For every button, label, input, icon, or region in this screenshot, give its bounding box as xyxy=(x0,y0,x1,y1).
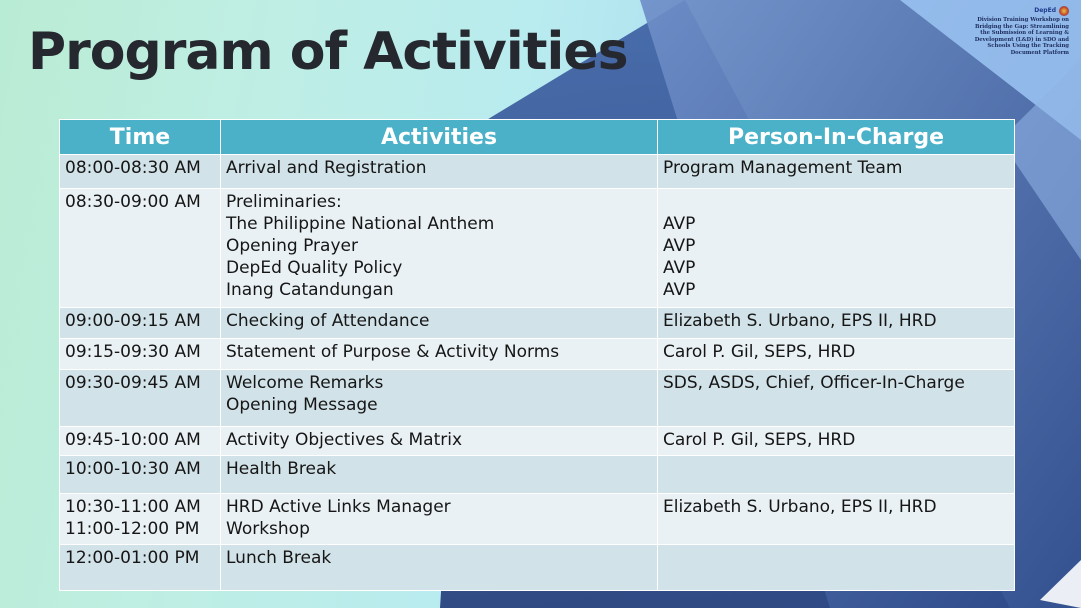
header-activities: Activities xyxy=(221,120,658,155)
table-row xyxy=(60,456,1015,494)
division-seal-icon xyxy=(1059,6,1069,16)
activity-cell xyxy=(221,189,658,308)
time-cell-line: 11:00-12:00 PM xyxy=(65,519,200,539)
activity-cell-line: Lunch Break xyxy=(226,548,332,568)
workshop-title xyxy=(964,17,1069,57)
activity-cell-line: Activity Objectives & Matrix xyxy=(226,430,463,450)
table-row xyxy=(60,339,1015,370)
header-time: Time xyxy=(60,120,221,155)
person-cell xyxy=(658,189,1015,308)
person-cell-line: AVP xyxy=(663,258,696,278)
time-cell xyxy=(60,456,221,494)
time-cell xyxy=(60,494,221,545)
time-cell-line: 09:00-09:15 AM xyxy=(65,311,201,331)
workshop-title-line: Division Training Workshop on xyxy=(977,17,1069,23)
activity-cell xyxy=(221,370,658,427)
program-table-body xyxy=(60,155,1015,591)
time-cell-line: 09:45-10:00 AM xyxy=(65,430,201,450)
table-row xyxy=(60,370,1015,427)
program-table xyxy=(59,119,1015,591)
time-cell xyxy=(60,427,221,456)
table-row xyxy=(60,155,1015,189)
workshop-title-line: Development (L&D) in SDO and xyxy=(974,36,1069,43)
person-cell-line: Carol P. Gil, SEPS, HRD xyxy=(663,430,856,450)
person-cell xyxy=(658,427,1015,456)
person-cell-line xyxy=(663,191,1009,213)
activity-cell-line: Workshop xyxy=(226,519,310,539)
activity-cell-line: Opening Message xyxy=(226,395,378,415)
activity-cell xyxy=(221,494,658,545)
activity-cell-line: Arrival and Registration xyxy=(226,158,427,178)
time-cell-line: 08:00-08:30 AM xyxy=(65,158,201,178)
activity-cell-line: Preliminaries: xyxy=(226,192,342,212)
person-cell-line: SDS, ASDS, Chief, Officer-In-Charge xyxy=(663,373,965,393)
person-cell-line: Program Management Team xyxy=(663,158,903,178)
workshop-title-line: Bridging the Gap: Streamlining xyxy=(975,23,1069,30)
activity-cell-line: HRD Active Links Manager xyxy=(226,497,451,517)
time-cell xyxy=(60,370,221,427)
activity-cell xyxy=(221,545,658,591)
table-row xyxy=(60,308,1015,339)
person-cell-line: Elizabeth S. Urbano, EPS II, HRD xyxy=(663,497,937,517)
time-cell xyxy=(60,189,221,308)
deped-logo: DepEd xyxy=(1034,7,1056,14)
workshop-title-line: the Submission of Learning & xyxy=(980,30,1069,37)
header-person-in-charge: Person-In-Charge xyxy=(658,120,1015,155)
activity-cell xyxy=(221,456,658,494)
activity-cell-line: Health Break xyxy=(226,459,337,479)
person-cell-line: AVP xyxy=(663,236,696,256)
table-row xyxy=(60,427,1015,456)
table-row xyxy=(60,545,1015,591)
time-cell-line: 09:30-09:45 AM xyxy=(65,373,201,393)
person-cell-line: Carol P. Gil, SEPS, HRD xyxy=(663,342,856,362)
activity-cell-line: Welcome Remarks xyxy=(226,373,384,393)
person-cell xyxy=(658,370,1015,427)
activity-cell xyxy=(221,427,658,456)
activity-cell-line: Statement of Purpose & Activity Norms xyxy=(226,342,560,362)
activity-cell-line: Inang Catandungan xyxy=(226,280,394,300)
activity-cell-line: DepEd Quality Policy xyxy=(226,258,403,278)
table-row xyxy=(60,494,1015,545)
logos xyxy=(964,6,1069,16)
time-cell xyxy=(60,339,221,370)
activity-cell-line: Checking of Attendance xyxy=(226,311,430,331)
activity-cell-line: Opening Prayer xyxy=(226,236,358,256)
activity-cell xyxy=(221,155,658,189)
activity-cell xyxy=(221,339,658,370)
person-cell-line: AVP xyxy=(663,214,696,234)
time-cell-line: 09:15-09:30 AM xyxy=(65,342,201,362)
person-cell xyxy=(658,494,1015,545)
person-cell-line: AVP xyxy=(663,280,696,300)
time-cell-line: 08:30-09:00 AM xyxy=(65,192,201,212)
time-cell-line: 10:00-10:30 AM xyxy=(65,459,201,479)
table-row xyxy=(60,189,1015,308)
person-cell xyxy=(658,155,1015,189)
activity-cell xyxy=(221,308,658,339)
activity-cell-line: The Philippine National Anthem xyxy=(226,214,495,234)
time-cell-line: 10:30-11:00 AM xyxy=(65,497,201,517)
workshop-title-line: Document Platform xyxy=(1010,49,1069,56)
time-cell xyxy=(60,308,221,339)
person-cell-line: Elizabeth S. Urbano, EPS II, HRD xyxy=(663,311,937,331)
page-title: Program of Activities xyxy=(28,22,628,82)
workshop-badge xyxy=(964,6,1069,57)
time-cell xyxy=(60,545,221,591)
workshop-title-line: Schools Using the Tracking xyxy=(987,43,1069,50)
time-cell xyxy=(60,155,221,189)
person-cell xyxy=(658,545,1015,591)
person-cell xyxy=(658,456,1015,494)
person-cell xyxy=(658,339,1015,370)
time-cell-line: 12:00-01:00 PM xyxy=(65,548,200,568)
table-header-row xyxy=(60,120,1015,155)
person-cell xyxy=(658,308,1015,339)
